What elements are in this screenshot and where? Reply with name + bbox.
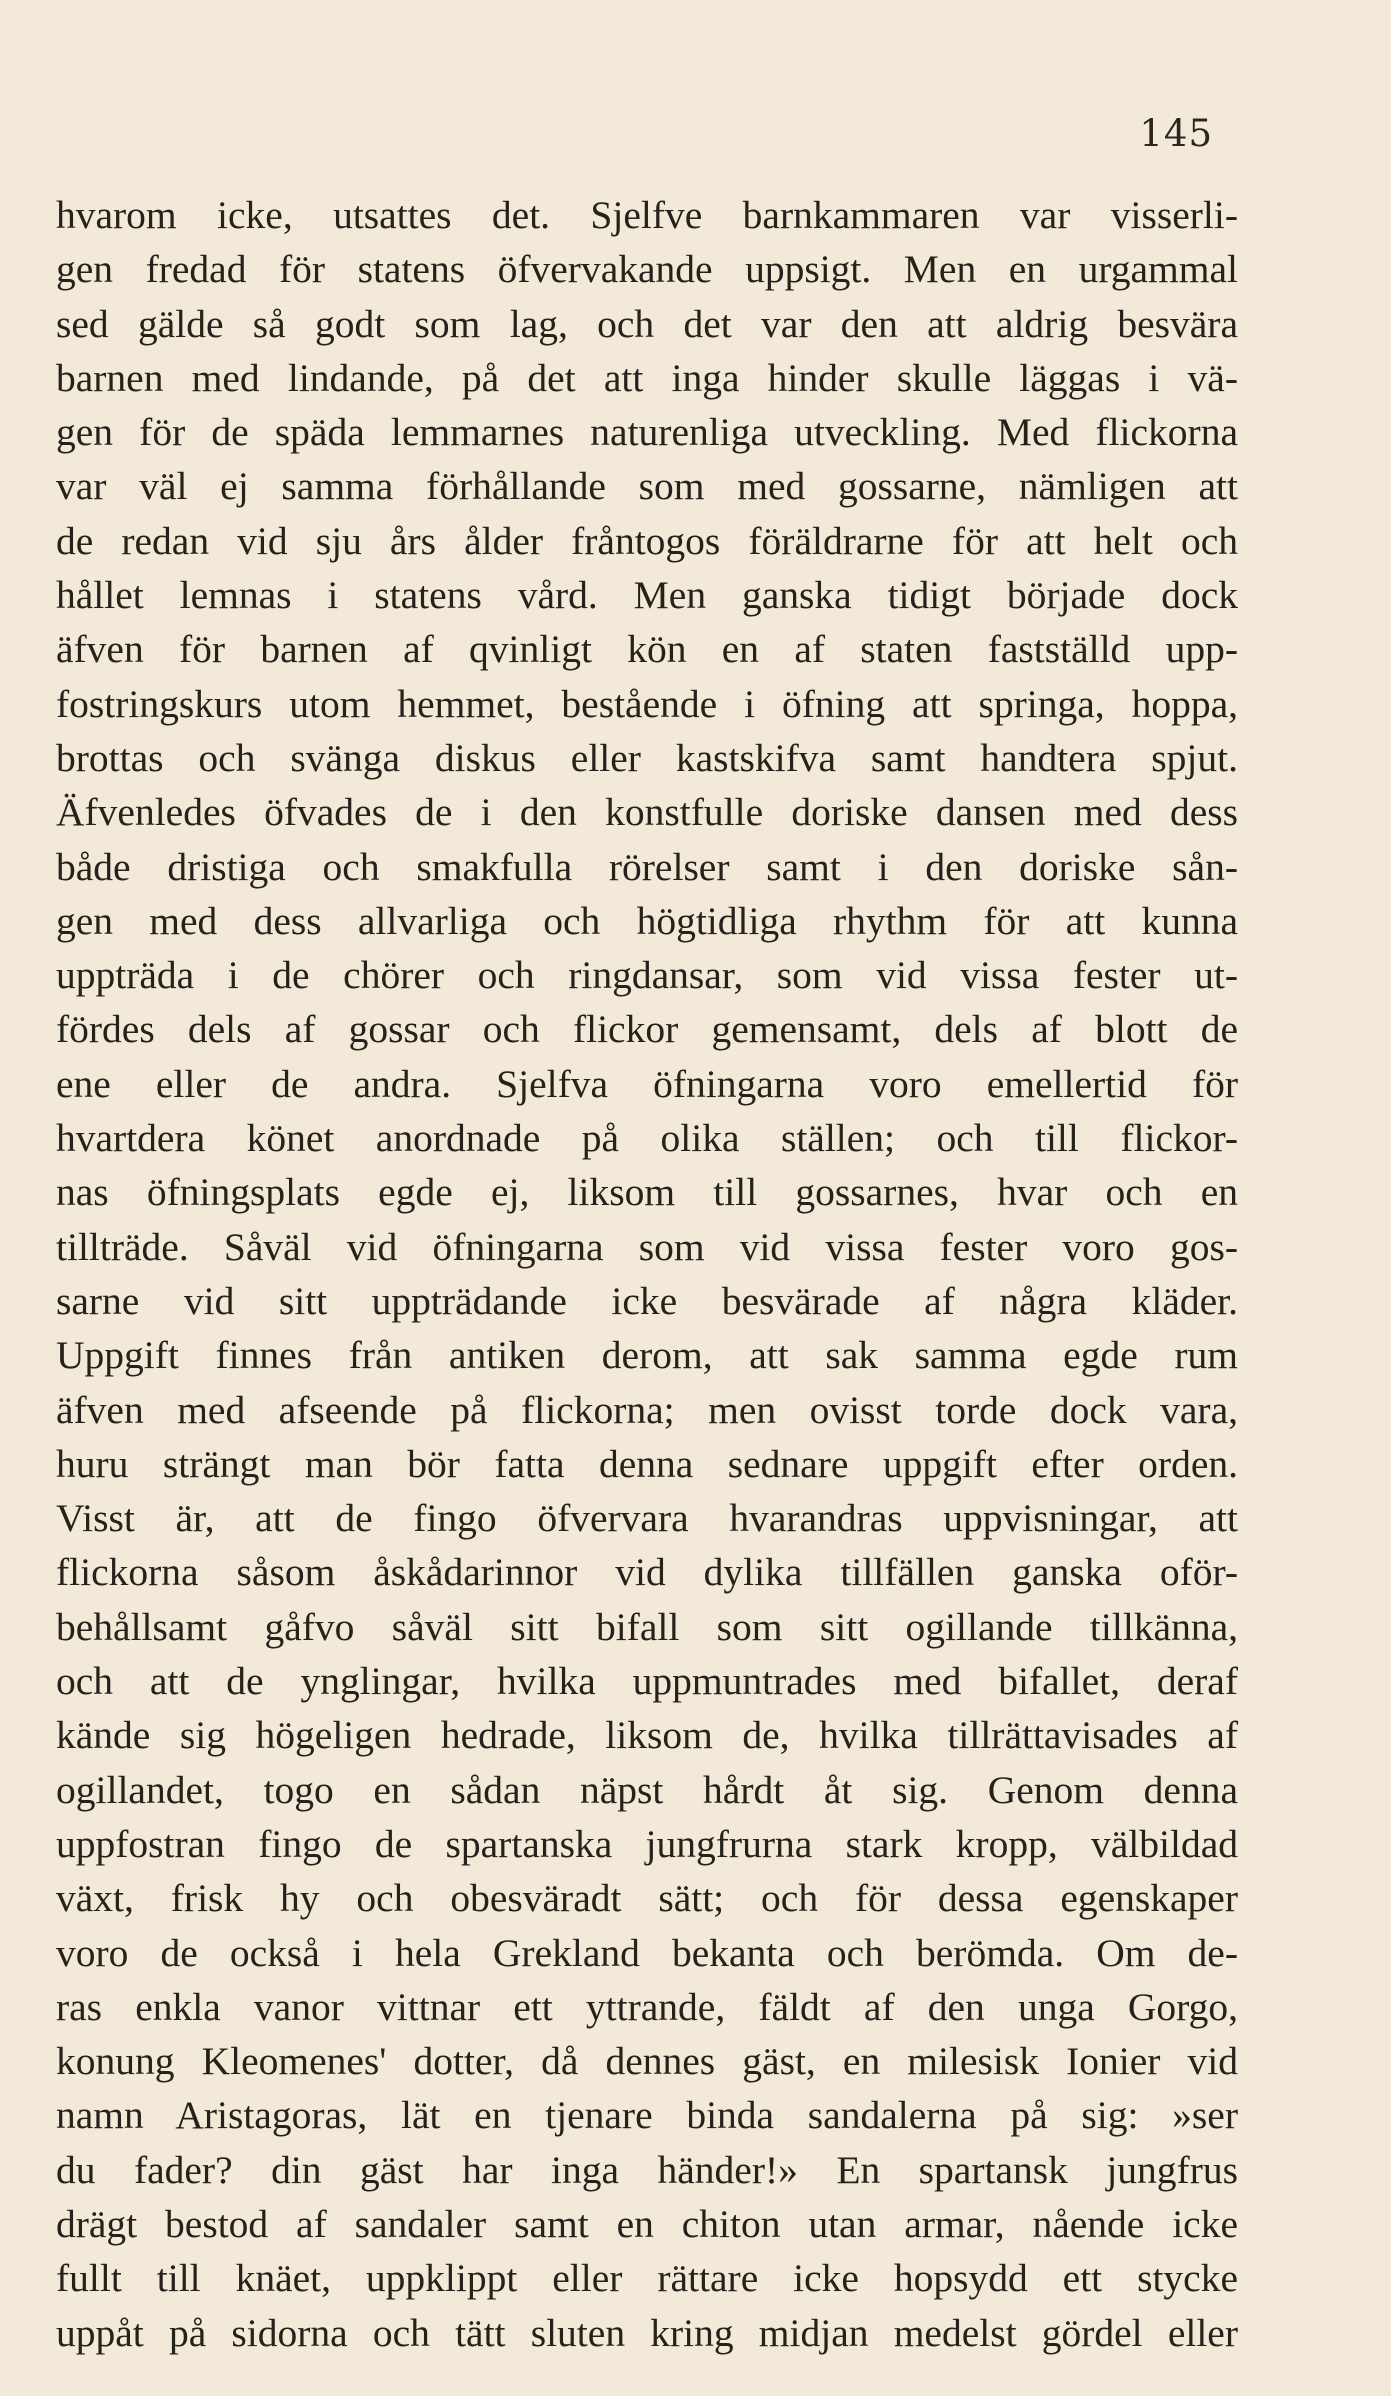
text-line: hvartdera könet anordnade på olika ställen; och till flickor- — [56, 1116, 1238, 1161]
text-line: Uppgift finnes från antiken derom, att sak samma egde rum — [56, 1333, 1238, 1378]
text-line: fullt till knäet, uppklippt eller rättare icke hopsydd ett stycke — [56, 2256, 1238, 2301]
text-line: uppfostran fingo de spartanska jungfrurna stark kropp, välbildad — [56, 1821, 1238, 1866]
text-line: drägt bestod af sandaler samt en chiton utan armar, nående icke — [56, 2201, 1238, 2246]
text-line: ene eller de andra. Sjelfva öfningarna voro emellertid för — [56, 1061, 1238, 1106]
text-line: både dristiga och smakfulla rörelser samt i den doriske sån- — [56, 844, 1238, 889]
text-line: Visst är, att de fingo öfvervara hvarandras uppvisningar, att — [56, 1496, 1238, 1541]
text-line: tillträde. Såväl vid öfningarna som vid vissa fester voro gos- — [56, 1224, 1238, 1269]
text-line: gen med dess allvarliga och högtidliga rhythm för att kunna — [56, 898, 1238, 943]
text-line: äfven för barnen af qvinligt kön en af staten fastställd upp- — [56, 627, 1238, 672]
text-line: kände sig högeligen hedrade, liksom de, hvilka tillrättavisades af — [56, 1713, 1238, 1758]
text-line: barnen med lindande, på det att inga hinder skulle läggas i vä- — [56, 355, 1238, 400]
text-line: hållet lemnas i statens vård. Men ganska tidigt började dock — [56, 573, 1238, 618]
page-number: 145 — [1139, 112, 1213, 155]
body-text — [56, 188, 1238, 2360]
text-line: uppträda i de chörer och ringdansar, som vid vissa fester ut- — [56, 953, 1238, 998]
text-line: uppåt på sidorna och tätt sluten kring midjan medelst gördel eller — [56, 2310, 1238, 2355]
text-line: voro de också i hela Grekland bekanta och berömda. Om de- — [56, 1930, 1238, 1975]
text-line: var väl ej samma förhållande som med gossarne, nämligen att — [56, 464, 1238, 509]
text-line: fördes dels af gossar och flickor gemensamt, dels af blott de — [56, 1007, 1238, 1052]
text-line: växt, frisk hy och obesväradt sätt; och för dessa egenskaper — [56, 1876, 1238, 1921]
text-line: du fader? din gäst har inga händer!» En spartansk jungfrus — [56, 2147, 1238, 2192]
text-line: sed gälde så godt som lag, och det var den att aldrig besvära — [56, 301, 1238, 346]
text-line: äfven med afseende på flickorna; men ovisst torde dock vara, — [56, 1387, 1238, 1432]
text-line: ogillandet, togo en sådan näpst hårdt åt sig. Genom denna — [56, 1767, 1238, 1812]
text-line: gen för de späda lemmarnes naturenliga utveckling. Med flickorna — [56, 410, 1238, 455]
text-line: fostringskurs utom hemmet, bestående i öfning att springa, hoppa, — [56, 681, 1238, 726]
text-line: namn Aristagoras, lät en tjenare binda sandalerna på sig: »ser — [56, 2093, 1238, 2138]
text-line: och att de ynglingar, hvilka uppmuntrades med bifallet, deraf — [56, 1659, 1238, 1704]
text-line: konung Kleomenes' dotter, då dennes gäst, en milesisk Ionier vid — [56, 2039, 1238, 2084]
text-line: huru strängt man bör fatta denna sednare uppgift efter orden. — [56, 1441, 1238, 1486]
text-line: behållsamt gåfvo såväl sitt bifall som sitt ogillande tillkänna, — [56, 1604, 1238, 1649]
text-line: brottas och svänga diskus eller kastskifva samt handtera spjut. — [56, 735, 1238, 780]
text-line: gen fredad för statens öfvervakande uppsigt. Men en urgammal — [56, 247, 1238, 292]
text-line: Äfvenledes öfvades de i den konstfulle doriske dansen med dess — [56, 790, 1238, 835]
text-line: hvarom icke, utsattes det. Sjelfve barnkammaren var visserli- — [56, 193, 1238, 237]
text-line: sarne vid sitt uppträdande icke besvärade af några kläder. — [56, 1278, 1238, 1323]
text-line: ras enkla vanor vittnar ett yttrande, fäldt af den unga Gorgo, — [56, 1984, 1238, 2029]
text-line: flickorna såsom åskådarinnor vid dylika tillfällen ganska oför- — [56, 1550, 1238, 1595]
text-line: de redan vid sju års ålder fråntogos föräldrarne för att helt och — [56, 518, 1238, 563]
text-line: nas öfningsplats egde ej, liksom till gossarnes, hvar och en — [56, 1170, 1238, 1215]
